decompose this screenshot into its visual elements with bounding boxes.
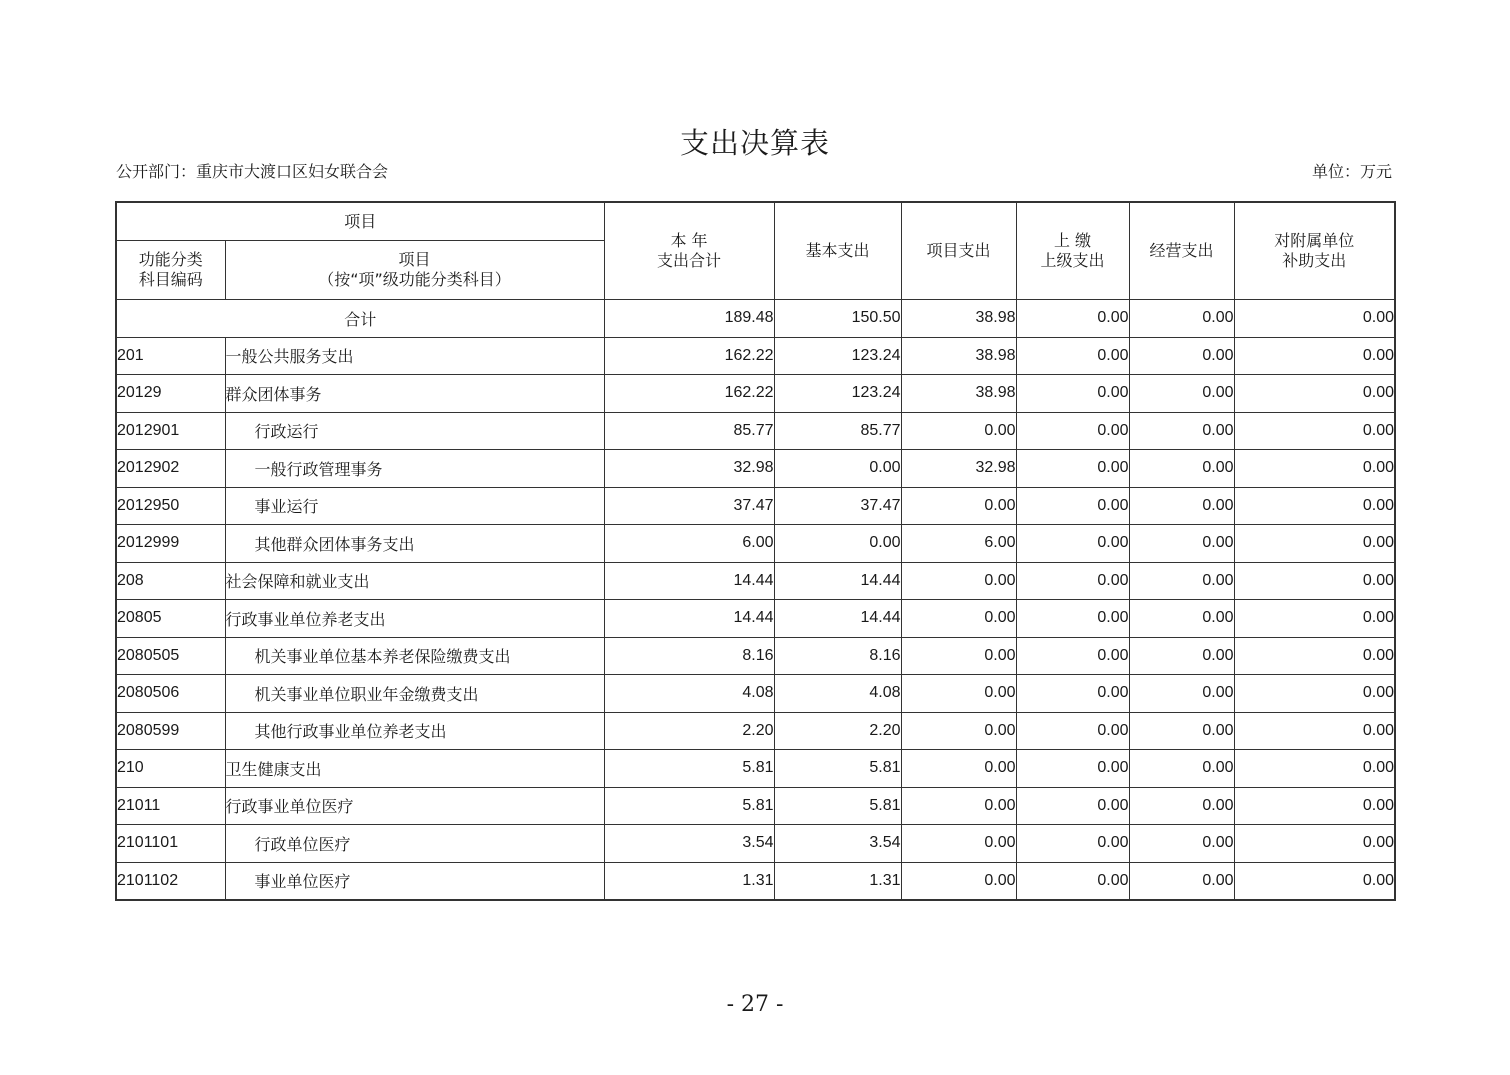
row-name: 行政事业单位医疗 — [225, 787, 604, 825]
header-basic: 基本支出 — [774, 202, 901, 300]
row-business: 0.00 — [1129, 487, 1234, 525]
row-upper: 0.00 — [1016, 787, 1129, 825]
row-upper: 0.00 — [1016, 637, 1129, 675]
row-code: 201 — [116, 337, 225, 375]
row-code: 20129 — [116, 375, 225, 413]
row-code: 21011 — [116, 787, 225, 825]
row-subsidy: 0.00 — [1234, 487, 1395, 525]
row-code: 208 — [116, 562, 225, 600]
row-subsidy: 0.00 — [1234, 750, 1395, 788]
row-subsidy: 0.00 — [1234, 412, 1395, 450]
row-project: 0.00 — [901, 562, 1016, 600]
row-business: 0.00 — [1129, 525, 1234, 563]
header-project-group: 项目 — [116, 202, 604, 241]
row-code: 2101101 — [116, 825, 225, 863]
row-project: 0.00 — [901, 675, 1016, 713]
header-upper: 上 缴 上级支出 — [1016, 202, 1129, 300]
header-business: 经营支出 — [1129, 202, 1234, 300]
row-upper: 0.00 — [1016, 862, 1129, 900]
row-subsidy: 0.00 — [1234, 450, 1395, 488]
row-total: 85.77 — [604, 412, 774, 450]
header-total: 本 年 支出合计 — [604, 202, 774, 300]
table-row — [116, 787, 1395, 825]
row-business: 0.00 — [1129, 637, 1234, 675]
row-project: 38.98 — [901, 375, 1016, 413]
table-row — [116, 487, 1395, 525]
row-name: 社会保障和就业支出 — [225, 562, 604, 600]
department-label: 公开部门：重庆市大渡口区妇女联合会 — [116, 162, 389, 181]
row-name: 行政单位医疗 — [225, 825, 604, 863]
table-row — [116, 525, 1395, 563]
row-total: 32.98 — [604, 450, 774, 488]
table-row — [116, 637, 1395, 675]
row-upper: 0.00 — [1016, 675, 1129, 713]
row-business: 0.00 — [1129, 712, 1234, 750]
row-business: 0.00 — [1129, 675, 1234, 713]
row-business: 0.00 — [1129, 600, 1234, 638]
header-project: 项目支出 — [901, 202, 1016, 300]
row-total: 8.16 — [604, 637, 774, 675]
table-row — [116, 562, 1395, 600]
row-upper: 0.00 — [1016, 525, 1129, 563]
row-name: 事业运行 — [225, 487, 604, 525]
row-subsidy: 0.00 — [1234, 825, 1395, 863]
row-code: 2012950 — [116, 487, 225, 525]
unit-label: 单位：万元 — [1311, 162, 1392, 181]
row-subsidy: 0.00 — [1234, 712, 1395, 750]
row-name: 其他行政事业单位养老支出 — [225, 712, 604, 750]
row-basic: 0.00 — [774, 450, 901, 488]
row-code: 2080506 — [116, 675, 225, 713]
total-cell-basic: 150.50 — [774, 300, 901, 338]
row-business: 0.00 — [1129, 862, 1234, 900]
row-subsidy: 0.00 — [1234, 375, 1395, 413]
row-basic: 4.08 — [774, 675, 901, 713]
row-name: 机关事业单位基本养老保险缴费支出 — [225, 637, 604, 675]
table-row — [116, 337, 1395, 375]
row-upper: 0.00 — [1016, 712, 1129, 750]
row-total: 1.31 — [604, 862, 774, 900]
row-name: 机关事业单位职业年金缴费支出 — [225, 675, 604, 713]
row-name: 事业单位医疗 — [225, 862, 604, 900]
row-code: 20805 — [116, 600, 225, 638]
row-subsidy: 0.00 — [1234, 862, 1395, 900]
row-basic: 123.24 — [774, 337, 901, 375]
row-code: 2012999 — [116, 525, 225, 563]
row-subsidy: 0.00 — [1234, 525, 1395, 563]
row-total: 4.08 — [604, 675, 774, 713]
row-total: 6.00 — [604, 525, 774, 563]
total-cell-business: 0.00 — [1129, 300, 1234, 338]
row-basic: 14.44 — [774, 562, 901, 600]
row-subsidy: 0.00 — [1234, 562, 1395, 600]
row-subsidy: 0.00 — [1234, 637, 1395, 675]
table-row — [116, 825, 1395, 863]
row-upper: 0.00 — [1016, 375, 1129, 413]
row-business: 0.00 — [1129, 787, 1234, 825]
row-code: 2101102 — [116, 862, 225, 900]
row-basic: 3.54 — [774, 825, 901, 863]
row-total: 14.44 — [604, 600, 774, 638]
total-cell-subsidy: 0.00 — [1234, 300, 1395, 338]
row-basic: 123.24 — [774, 375, 901, 413]
row-basic: 8.16 — [774, 637, 901, 675]
row-basic: 85.77 — [774, 412, 901, 450]
row-project: 0.00 — [901, 487, 1016, 525]
table-row — [116, 375, 1395, 413]
row-basic: 5.81 — [774, 750, 901, 788]
row-total: 162.22 — [604, 375, 774, 413]
page-number: - 27 - — [726, 992, 784, 1017]
row-business: 0.00 — [1129, 337, 1234, 375]
row-code: 2080505 — [116, 637, 225, 675]
row-subsidy: 0.00 — [1234, 675, 1395, 713]
table-row — [116, 750, 1395, 788]
row-upper: 0.00 — [1016, 825, 1129, 863]
row-basic: 37.47 — [774, 487, 901, 525]
row-basic: 14.44 — [774, 600, 901, 638]
row-name: 一般公共服务支出 — [225, 337, 604, 375]
row-name: 卫生健康支出 — [225, 750, 604, 788]
total-label: 合计 — [116, 300, 604, 338]
row-basic: 1.31 — [774, 862, 901, 900]
row-code: 210 — [116, 750, 225, 788]
total-cell-total: 189.48 — [604, 300, 774, 338]
row-total: 3.54 — [604, 825, 774, 863]
row-project: 0.00 — [901, 862, 1016, 900]
row-upper: 0.00 — [1016, 337, 1129, 375]
row-subsidy: 0.00 — [1234, 787, 1395, 825]
table-row — [116, 412, 1395, 450]
row-project: 0.00 — [901, 412, 1016, 450]
row-project: 0.00 — [901, 787, 1016, 825]
table-row — [116, 450, 1395, 488]
row-name: 行政运行 — [225, 412, 604, 450]
row-name: 群众团体事务 — [225, 375, 604, 413]
total-row — [116, 300, 1395, 338]
row-total: 14.44 — [604, 562, 774, 600]
header-name: 项目 （按“项”级功能分类科目） — [225, 241, 604, 300]
row-project: 32.98 — [901, 450, 1016, 488]
row-total: 162.22 — [604, 337, 774, 375]
row-basic: 2.20 — [774, 712, 901, 750]
row-total: 5.81 — [604, 787, 774, 825]
table-row — [116, 600, 1395, 638]
row-upper: 0.00 — [1016, 412, 1129, 450]
row-business: 0.00 — [1129, 750, 1234, 788]
row-subsidy: 0.00 — [1234, 600, 1395, 638]
row-upper: 0.00 — [1016, 487, 1129, 525]
total-cell-upper: 0.00 — [1016, 300, 1129, 338]
row-upper: 0.00 — [1016, 600, 1129, 638]
row-project: 0.00 — [901, 750, 1016, 788]
row-project: 0.00 — [901, 600, 1016, 638]
table-row — [116, 675, 1395, 713]
row-project: 0.00 — [901, 825, 1016, 863]
row-business: 0.00 — [1129, 412, 1234, 450]
header-subsidy: 对附属单位 补助支出 — [1234, 202, 1395, 300]
row-business: 0.00 — [1129, 825, 1234, 863]
row-project: 38.98 — [901, 337, 1016, 375]
table-row — [116, 862, 1395, 900]
row-code: 2012902 — [116, 450, 225, 488]
row-business: 0.00 — [1129, 562, 1234, 600]
table-row — [116, 712, 1395, 750]
row-project: 0.00 — [901, 637, 1016, 675]
row-upper: 0.00 — [1016, 450, 1129, 488]
row-basic: 0.00 — [774, 525, 901, 563]
row-business: 0.00 — [1129, 375, 1234, 413]
row-upper: 0.00 — [1016, 562, 1129, 600]
expenditure-table — [115, 201, 1396, 901]
row-total: 2.20 — [604, 712, 774, 750]
total-cell-project: 38.98 — [901, 300, 1016, 338]
row-name: 一般行政管理事务 — [225, 450, 604, 488]
row-subsidy: 0.00 — [1234, 337, 1395, 375]
row-business: 0.00 — [1129, 450, 1234, 488]
row-project: 6.00 — [901, 525, 1016, 563]
row-name: 其他群众团体事务支出 — [225, 525, 604, 563]
row-basic: 5.81 — [774, 787, 901, 825]
row-project: 0.00 — [901, 712, 1016, 750]
row-upper: 0.00 — [1016, 750, 1129, 788]
row-total: 37.47 — [604, 487, 774, 525]
row-name: 行政事业单位养老支出 — [225, 600, 604, 638]
document-title: 支出决算表 — [679, 126, 830, 160]
header-code: 功能分类 科目编码 — [116, 241, 225, 300]
row-code: 2012901 — [116, 412, 225, 450]
row-total: 5.81 — [604, 750, 774, 788]
row-code: 2080599 — [116, 712, 225, 750]
